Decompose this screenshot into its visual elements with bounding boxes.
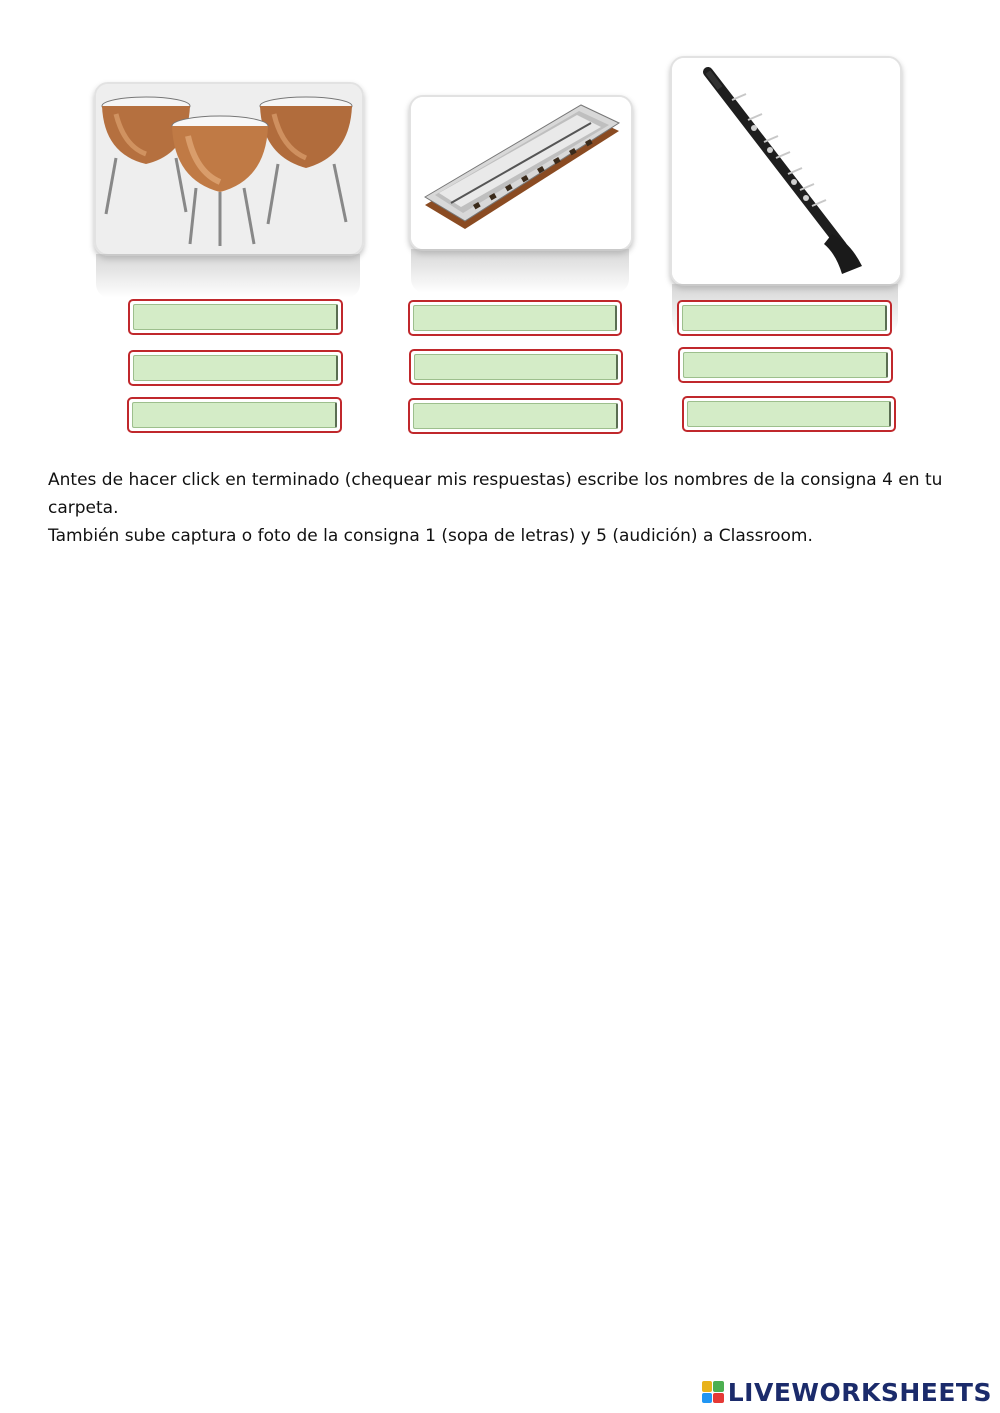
instructions-line-2: También sube captura o foto de la consigna 1 (sopa de letras) y 5 (audición) a Classroom. (48, 526, 813, 546)
answer-input-clarinet-3[interactable] (687, 401, 891, 427)
answer-box-harmonica-2 (409, 349, 623, 385)
answer-box-timpani-3 (127, 397, 342, 433)
liveworksheets-logo-text: LIVEWORKSHEETS (727, 1377, 992, 1407)
answer-input-clarinet-2[interactable] (683, 352, 888, 378)
instructions (48, 466, 960, 550)
liveworksheets-logo (702, 1377, 992, 1407)
answer-box-clarinet-2 (678, 347, 893, 383)
answer-input-timpani-2[interactable] (133, 355, 338, 381)
timpani-drums-icon (96, 84, 362, 254)
answer-input-harmonica-2[interactable] (414, 354, 618, 380)
answer-box-clarinet-3 (682, 396, 896, 432)
answer-input-harmonica-3[interactable] (413, 403, 618, 429)
answer-input-timpani-3[interactable] (132, 402, 337, 428)
answer-box-timpani-1 (128, 299, 343, 335)
harmonica-icon (411, 97, 631, 249)
liveworksheets-logo-icon (702, 1381, 724, 1403)
answer-input-harmonica-1[interactable] (413, 305, 617, 331)
timpani-image-card (94, 82, 364, 256)
logo-square-4 (713, 1393, 724, 1404)
clarinet-icon (672, 58, 900, 284)
clarinet-image-card (670, 56, 902, 286)
answer-box-clarinet-1 (677, 300, 892, 336)
logo-square-3 (702, 1393, 713, 1404)
instructions-line-1: Antes de hacer click en terminado (chequear mis respuestas) escribe los nombres de la consigna 4 en tu carpeta. (48, 470, 943, 518)
harmonica-image-reflection (411, 249, 629, 293)
answer-box-harmonica-1 (408, 300, 622, 336)
answer-input-timpani-1[interactable] (133, 304, 338, 330)
timpani-image-reflection (96, 254, 360, 298)
answer-box-harmonica-3 (408, 398, 623, 434)
harmonica-image-card (409, 95, 633, 251)
answer-input-clarinet-1[interactable] (682, 305, 887, 331)
logo-square-2 (713, 1381, 724, 1392)
logo-square-1 (702, 1381, 713, 1392)
answer-box-timpani-2 (128, 350, 343, 386)
